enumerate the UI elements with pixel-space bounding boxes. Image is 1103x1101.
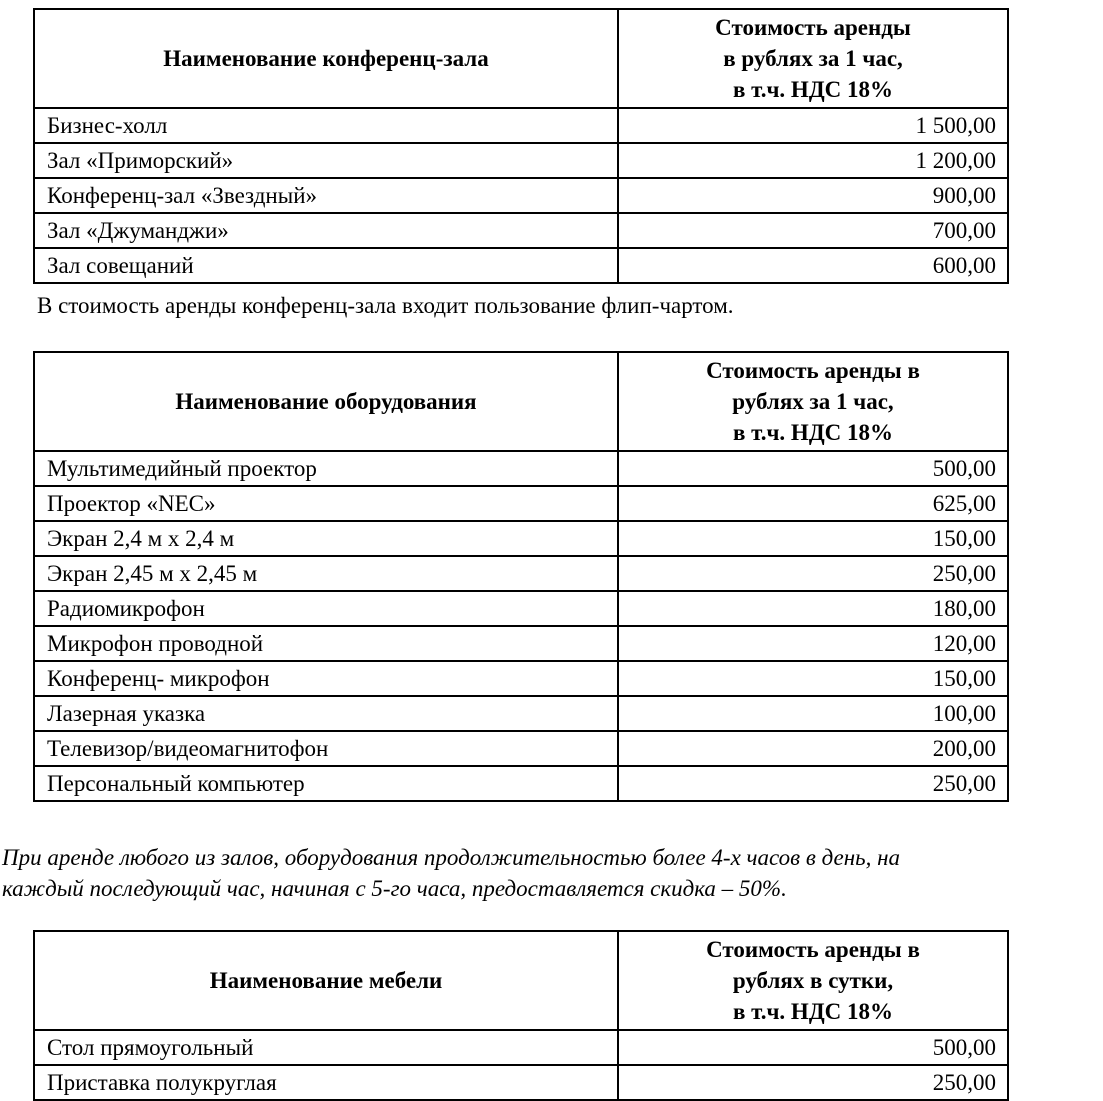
hall-price: 700,00 bbox=[618, 213, 1008, 248]
discount-note bbox=[2, 842, 1087, 904]
equipment-price: 180,00 bbox=[618, 591, 1008, 626]
equipment-name: Персональный компьютер bbox=[34, 766, 618, 801]
hall-price: 600,00 bbox=[618, 248, 1008, 283]
equipment-price: 150,00 bbox=[618, 521, 1008, 556]
hall-name: Бизнес-холл bbox=[34, 108, 618, 143]
table-row bbox=[34, 696, 1008, 731]
equipment-price: 100,00 bbox=[618, 696, 1008, 731]
equipment-name: Мультимедийный проектор bbox=[34, 451, 618, 486]
header-line: Стоимость аренды в bbox=[706, 358, 920, 383]
table-row bbox=[34, 731, 1008, 766]
hall-price: 1 500,00 bbox=[618, 108, 1008, 143]
equipment-name: Экран 2,45 м х 2,45 м bbox=[34, 556, 618, 591]
equipment-price: 150,00 bbox=[618, 661, 1008, 696]
table-header-row bbox=[34, 931, 1008, 1030]
table-row bbox=[34, 556, 1008, 591]
header-line: в т.ч. НДС 18% bbox=[732, 999, 894, 1024]
table-row bbox=[34, 766, 1008, 801]
equipment-name: Лазерная указка bbox=[34, 696, 618, 731]
conference-halls-table bbox=[33, 8, 1009, 284]
header-line: Стоимость аренды bbox=[715, 15, 911, 40]
table-row bbox=[34, 486, 1008, 521]
hall-name: Зал «Джуманджи» bbox=[34, 213, 618, 248]
header-line: Стоимость аренды в bbox=[706, 937, 920, 962]
header-line: в т.ч. НДС 18% bbox=[732, 77, 894, 102]
header-line: рублях в сутки, bbox=[732, 968, 894, 993]
furniture-price: 500,00 bbox=[618, 1030, 1008, 1065]
table-row bbox=[34, 591, 1008, 626]
equipment-price: 250,00 bbox=[618, 766, 1008, 801]
equipment-price: 250,00 bbox=[618, 556, 1008, 591]
discount-note-line-1: При аренде любого из залов, оборудования продолжительностью более 4-х часов в день, на bbox=[2, 845, 901, 870]
column-header-furniture-name: Наименование мебели bbox=[34, 931, 618, 1030]
equipment-name: Микрофон проводной bbox=[34, 626, 618, 661]
equipment-name: Конференц- микрофон bbox=[34, 661, 618, 696]
document-page bbox=[0, 8, 1103, 1095]
header-line: в рублях за 1 час, bbox=[723, 46, 903, 71]
furniture-table bbox=[33, 930, 1009, 1101]
header-line: рублях за 1 час, bbox=[732, 389, 894, 414]
table-header-row bbox=[34, 352, 1008, 451]
discount-note-line-2: каждый последующий час, начиная с 5-го часа, предоставляется скидка – 50%. bbox=[2, 876, 787, 901]
header-line: в т.ч. НДС 18% bbox=[732, 420, 894, 445]
hall-name: Зал «Приморский» bbox=[34, 143, 618, 178]
furniture-name: Приставка полукруглая bbox=[34, 1065, 618, 1100]
table-row bbox=[34, 451, 1008, 486]
column-header-hall-price bbox=[618, 9, 1008, 108]
hall-name: Конференц-зал «Звездный» bbox=[34, 178, 618, 213]
furniture-name: Стол прямоугольный bbox=[34, 1030, 618, 1065]
equipment-price: 500,00 bbox=[618, 451, 1008, 486]
table-row bbox=[34, 108, 1008, 143]
equipment-price: 200,00 bbox=[618, 731, 1008, 766]
equipment-table bbox=[33, 351, 1009, 802]
table-row bbox=[34, 661, 1008, 696]
equipment-name: Радиомикрофон bbox=[34, 591, 618, 626]
column-header-hall-name: Наименование конференц-зала bbox=[34, 9, 618, 108]
table-row bbox=[34, 178, 1008, 213]
hall-price: 900,00 bbox=[618, 178, 1008, 213]
table-row bbox=[34, 626, 1008, 661]
equipment-price: 625,00 bbox=[618, 486, 1008, 521]
hall-name: Зал совещаний bbox=[34, 248, 618, 283]
table-header-row bbox=[34, 9, 1008, 108]
table-row bbox=[34, 1065, 1008, 1100]
equipment-price: 120,00 bbox=[618, 626, 1008, 661]
table-row bbox=[34, 213, 1008, 248]
hall-price: 1 200,00 bbox=[618, 143, 1008, 178]
equipment-name: Экран 2,4 м х 2,4 м bbox=[34, 521, 618, 556]
furniture-price: 250,00 bbox=[618, 1065, 1008, 1100]
column-header-equipment-price bbox=[618, 352, 1008, 451]
column-header-equipment-name: Наименование оборудования bbox=[34, 352, 618, 451]
table-row bbox=[34, 521, 1008, 556]
equipment-name: Телевизор/видеомагнитофон bbox=[34, 731, 618, 766]
table-row bbox=[34, 1030, 1008, 1065]
table-row bbox=[34, 143, 1008, 178]
flipchart-note: В стоимость аренды конференц-зала входит пользование флип-чартом. bbox=[37, 293, 734, 318]
equipment-name: Проектор «NEC» bbox=[34, 486, 618, 521]
column-header-furniture-price bbox=[618, 931, 1008, 1030]
table-row bbox=[34, 248, 1008, 283]
